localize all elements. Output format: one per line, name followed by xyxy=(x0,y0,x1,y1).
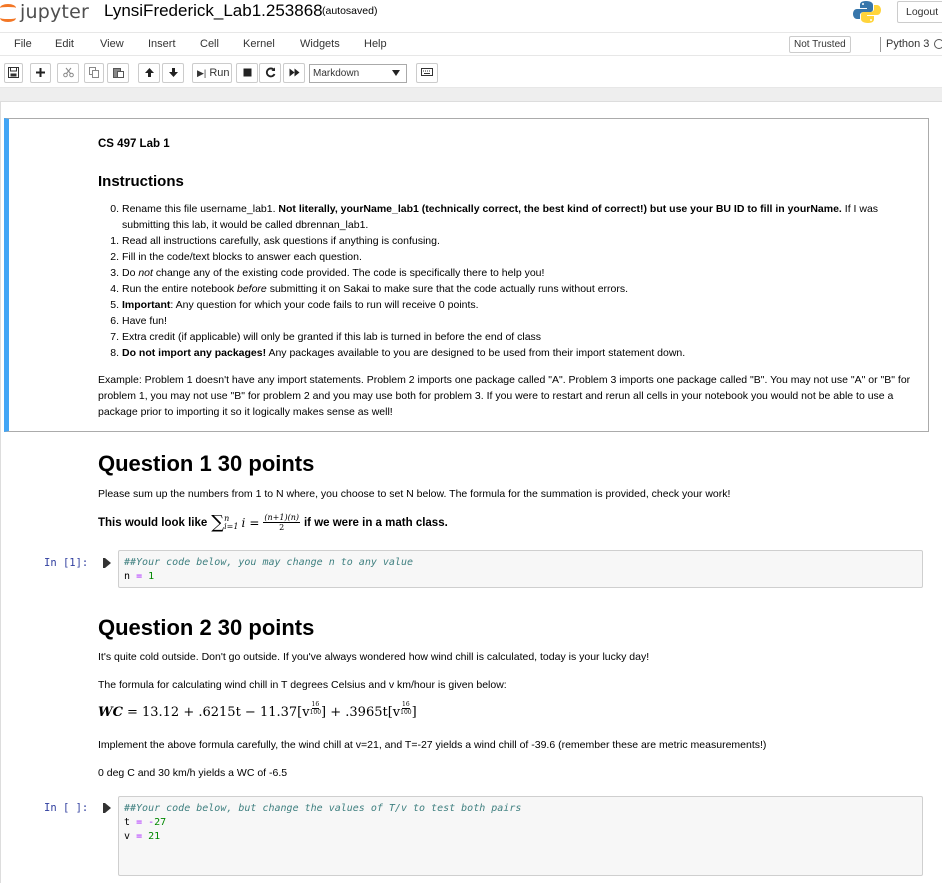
run-cell-icon[interactable] xyxy=(105,803,111,813)
kernel-name: Python 3 xyxy=(886,38,930,50)
notebook-header xyxy=(0,0,942,88)
menu-edit[interactable]: Edit xyxy=(55,38,74,50)
question-2-text-3: Implement the above formula carefully, the wind chill at v=21, and T=-27 yields a wind chill of -39.6 (remember these are metric measurements!) xyxy=(98,739,767,751)
paste-icon xyxy=(113,67,124,78)
jupyter-logo-icon xyxy=(2,2,16,22)
python-logo-icon xyxy=(852,0,882,24)
lab-title: CS 497 Lab 1 xyxy=(98,138,170,150)
kernel-status-icon xyxy=(934,39,942,49)
list-item: 3. Do not change any of the existing code provided. The code is specifically there to help you! xyxy=(110,267,545,279)
cell-prompt: In [1]: xyxy=(44,557,89,569)
logout-button[interactable]: Logout xyxy=(897,1,942,23)
run-cell-icon[interactable] xyxy=(105,558,111,568)
menu-view[interactable]: View xyxy=(100,38,124,50)
toolbar xyxy=(0,61,942,85)
notebook-title[interactable]: LynsiFrederick_Lab1.253868 xyxy=(104,1,323,20)
kernel-separator xyxy=(880,37,881,52)
menu-help[interactable]: Help xyxy=(364,38,387,50)
list-item: 8. Do not import any packages! Any packages available to you are designed to be used from their import statement down. xyxy=(110,347,686,359)
stop-icon xyxy=(242,67,253,78)
autosave-status: (autosaved) xyxy=(322,5,378,17)
list-item: 7. Extra credit (if applicable) will only be granted if this lab is turned in before the end of class xyxy=(110,331,542,343)
copy-icon xyxy=(89,67,100,78)
cell-prompt: In [ ]: xyxy=(44,802,89,814)
restart-run-all-button[interactable] xyxy=(283,63,305,83)
summation-formula: ∑ n i=1 i = $\frac{(n+1)(n)}{2}$ xyxy=(211,512,299,533)
list-item: 2. Fill in the code/text blocks to answer each question. xyxy=(110,251,362,263)
question-2-heading: Question 2 30 points xyxy=(98,615,315,640)
notebook-container xyxy=(0,101,942,883)
question-1-heading: Question 1 30 points xyxy=(98,451,315,476)
menubar xyxy=(0,32,942,56)
insert-cell-button[interactable] xyxy=(30,63,51,83)
list-item: 0. Rename this file username_lab1. Not literally, yourName_lab1 (technically correct, the best kind of correct!) but use your BU ID to fill in yourName. If I was submitting this lab, it would be called dbrennan_lab1. xyxy=(110,203,879,231)
move-down-button[interactable] xyxy=(162,63,184,83)
save-icon xyxy=(8,67,19,78)
run-button-label: Run xyxy=(209,67,230,79)
cell-type-value: Markdown xyxy=(313,68,360,79)
copy-button[interactable] xyxy=(84,63,104,83)
cell-type-select[interactable] xyxy=(309,64,407,83)
question-2-text-2: The formula for calculating wind chill in T degrees Celsius and v km/hour is given below: xyxy=(98,679,507,691)
wind-chill-formula: WC = 13.12 + .6215t − 11.37[v 16 100 ] + .3965t[v 16 100 ] xyxy=(98,701,417,720)
scissors-icon xyxy=(63,67,74,78)
move-up-button[interactable] xyxy=(138,63,160,83)
restart-button[interactable] xyxy=(259,63,281,83)
list-item: 4. Run the entire notebook before submitting it on Sakai to make sure that the code actually runs without errors. xyxy=(110,283,629,295)
menu-cell[interactable]: Cell xyxy=(200,38,219,50)
run-button[interactable] xyxy=(192,63,232,83)
cut-button[interactable] xyxy=(57,63,79,83)
jupyter-logo[interactable] xyxy=(2,0,89,24)
list-item: 5. Important: Any question for which your code fails to run will receive 0 points. xyxy=(110,299,479,311)
menu-file[interactable]: File xyxy=(14,38,32,50)
keyboard-icon xyxy=(421,67,433,77)
trust-indicator[interactable]: Not Trusted xyxy=(789,36,851,53)
instructions-list xyxy=(98,201,898,361)
question-2-text-1: It's quite cold outside. Don't go outside. If you've always wondered how wind chill is calculated, today is your lucky day! xyxy=(98,651,650,663)
list-item: 1. Read all instructions carefully, ask questions if anything is confusing. xyxy=(110,235,440,247)
arrow-up-icon xyxy=(144,67,155,78)
instructions-heading: Instructions xyxy=(98,173,184,190)
code-cell-q1[interactable]: ##Your code below, you may change n to any value n = 1 xyxy=(118,550,923,588)
question-1-formula-line: This would look like ∑ n i=1 i = $\frac{(n+1)(n)}{2}$ if we were in a math class. xyxy=(98,512,448,533)
paste-button[interactable] xyxy=(107,63,129,83)
menu-widgets[interactable]: Widgets xyxy=(300,38,340,50)
menu-kernel[interactable]: Kernel xyxy=(243,38,275,50)
save-button[interactable] xyxy=(4,63,23,83)
code-cell-q2[interactable]: ##Your code below, but change the values of T/v to test both pairs t = -27 v = 21 xyxy=(118,796,923,876)
command-palette-button[interactable] xyxy=(416,63,438,83)
list-item: 6. Have fun! xyxy=(110,315,167,327)
interrupt-button[interactable] xyxy=(236,63,258,83)
question-2-text-4: 0 deg C and 30 km/h yields a WC of -6.5 xyxy=(98,767,288,779)
plus-icon xyxy=(35,67,46,78)
jupyter-logo-text: jupyter xyxy=(20,1,89,23)
arrow-down-icon xyxy=(168,67,179,78)
step-forward-icon: ▶| xyxy=(197,68,207,78)
question-1-text: Please sum up the numbers from 1 to N where, you choose to set N below. The formula for the summation is provided, check your work! xyxy=(98,488,731,500)
example-paragraph: Example: Problem 1 doesn't have any import statements. Problem 2 imports one package called "A". Problem 3 imports one package called "B". You may not use "A" or "B" for problem 1, you may not use "B" for problem 2 and you may use both for problem 3. If you were to restart and rerun all cells in your notebook you would not be able to use a package prior to importing it so it logically makes sense as well! xyxy=(98,374,911,418)
fast-forward-icon xyxy=(289,67,300,78)
menu-insert[interactable]: Insert xyxy=(148,38,176,50)
code-t-value: 27 xyxy=(154,817,167,828)
restart-icon xyxy=(265,67,276,78)
chevron-down-icon xyxy=(392,70,400,76)
